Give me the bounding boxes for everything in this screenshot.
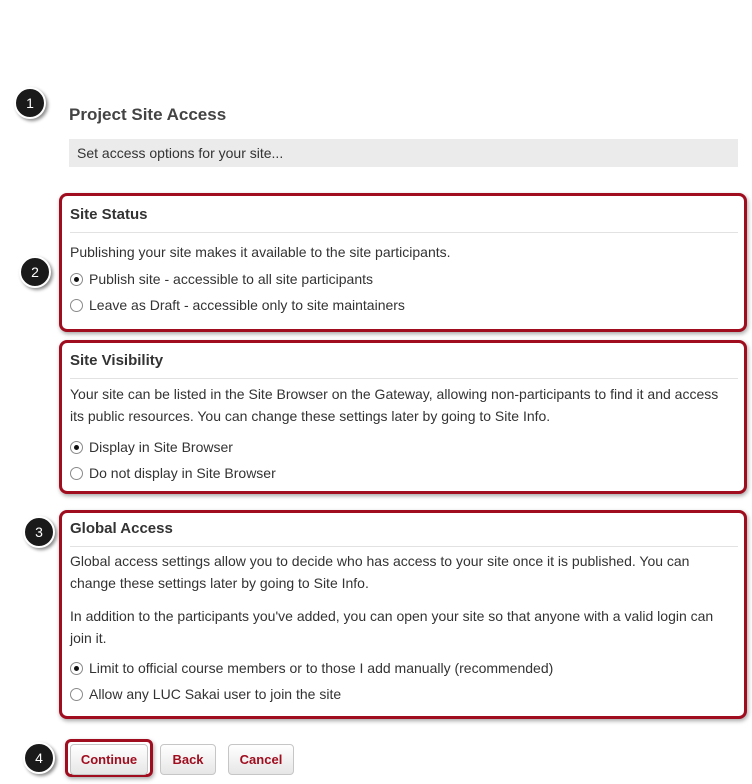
callout-badge-1: 1 [14, 87, 46, 119]
limit-members-label: Limit to official course members or to those I add manually (recommended) [89, 660, 554, 676]
callout-badge-3: 3 [23, 516, 55, 548]
publish-site-label: Publish site - accessible to all site participants [89, 271, 374, 287]
site-status-heading: Site Status [70, 206, 738, 233]
leave-draft-label: Leave as Draft - accessible only to site maintainers [89, 297, 405, 313]
allow-any-label: Allow any LUC Sakai user to join the site [89, 686, 342, 702]
site-status-panel [59, 193, 747, 332]
display-browser-label: Display in Site Browser [89, 439, 233, 455]
leave-draft-option[interactable] [70, 296, 405, 314]
allow-any-option[interactable] [70, 685, 341, 703]
continue-button[interactable]: Continue [70, 744, 148, 775]
publish-site-radio[interactable] [70, 273, 83, 286]
limit-members-option[interactable] [70, 659, 553, 677]
allow-any-radio[interactable] [70, 688, 83, 701]
limit-members-radio[interactable] [70, 662, 83, 675]
publish-site-option[interactable] [70, 270, 373, 288]
display-browser-option[interactable] [70, 438, 233, 456]
site-visibility-panel [59, 340, 747, 494]
global-access-heading: Global Access [70, 520, 738, 547]
site-status-description: Publishing your site makes it available to the site participants. [70, 244, 451, 260]
global-access-description-1: Global access settings allow you to decide who has access to your site once it is published. You can change these settings later by going to Site Info. [70, 553, 690, 591]
site-visibility-description: Your site can be listed in the Site Browser on the Gateway, allowing non-participants to find it and access its public resources. You can change these settings later by going to Site Info. [70, 386, 719, 424]
callout-badge-4: 4 [23, 742, 55, 774]
page-title: Project Site Access [69, 105, 227, 124]
display-browser-radio[interactable] [70, 441, 83, 454]
hide-browser-radio[interactable] [70, 467, 83, 480]
global-access-panel [59, 510, 747, 719]
callout-badge-2: 2 [19, 256, 51, 288]
back-button[interactable]: Back [160, 744, 216, 775]
hide-browser-label: Do not display in Site Browser [89, 465, 276, 481]
global-access-description-2: In addition to the participants you've added, you can open your site so that anyone with a valid login can join it. [70, 608, 714, 646]
leave-draft-radio[interactable] [70, 299, 83, 312]
instructions-bar: Set access options for your site... [69, 139, 738, 167]
site-visibility-heading: Site Visibility [70, 352, 738, 379]
hide-browser-option[interactable] [70, 464, 276, 482]
cancel-button[interactable]: Cancel [228, 744, 294, 775]
